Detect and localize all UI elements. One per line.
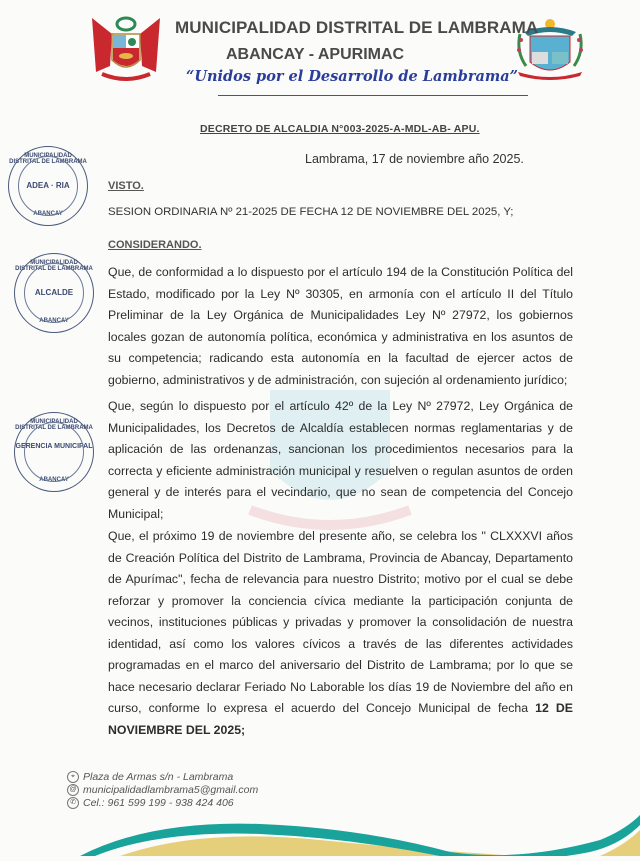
slogan: “Unidos por el Desarrollo de Lambrama”: [186, 68, 518, 85]
considerando-heading: CONSIDERANDO.: [108, 239, 202, 251]
footer-email: @ municipalidadlambrama5@gmail.com: [67, 784, 258, 796]
seal-1: MUNICIPALIDAD DISTRITAL DE LAMBRAMA ADEA · RIA ABANCAY: [8, 146, 88, 226]
paragraph-3: [108, 526, 573, 741]
seal-alcalde: MUNICIPALIDAD DISTRITAL DE LAMBRAMA ALCALDE ABANCAY: [14, 253, 94, 333]
header-divider: [218, 95, 528, 96]
location-subtitle: ABANCAY - APURIMAC: [226, 46, 405, 63]
visto-text: SESION ORDINARIA Nº 21-2025 DE FECHA 12 DE NOVIEMBRE DEL 2025, Y;: [108, 206, 514, 218]
municipality-name: MUNICIPALIDAD DISTRITAL DE LAMBRAMA: [175, 18, 539, 37]
email-icon: @: [67, 784, 79, 796]
footer-wave-decoration: [0, 800, 640, 856]
seal-1-center: ADEA · RIA: [26, 181, 70, 190]
peru-coat-of-arms-icon: [88, 12, 164, 84]
paragraph-3-bold-date: 12 DE NOVIEMBRE DEL 2025;: [108, 701, 573, 737]
seal-2-center: ALCALDE: [34, 288, 74, 297]
place-date: Lambrama, 17 de noviembre año 2025.: [305, 152, 524, 166]
footer-phone: ✆ Cel.: 961 599 199 - 938 424 406: [67, 797, 234, 809]
visto-heading: VISTO.: [108, 180, 144, 192]
paragraph-1: Que, de conformidad a lo dispuesto por el artículo 194 de la Constitución Política del Estado, modificado por la Ley Nº 30305, en armonía con el artículo II del Título Preliminar de la Ley Orgánica de Municipalidades Ley Nº 27972, los gobiernos locales gozan de autonomía política, económica y administrativa en los asuntos de su competencia; radicando esta autonomía en la facultad de ejercer actos de gobierno, administrativos y de administración, con sujeción al ordenamiento jurídico;: [108, 265, 573, 387]
paragraph-2: Que, según lo dispuesto por el artículo 42º de la Ley Nº 27972, Ley Orgánica de Municipalidades, los Decretos de Alcaldía establecen normas reglamentarias y de aplicación de las ordenanzas, sancionan los procedimientos necesarios para la correcta y eficiente administración municipal y resuelven o regulan asuntos de orden general y de interés para el vecindario, que no sean de competencia del Concejo Municipal;: [108, 399, 573, 521]
footer-address: ⌖ Plaza de Armas s/n - Lambrama: [67, 771, 233, 783]
location-pin-icon: ⌖: [67, 771, 79, 783]
seal-3-center: GERENCIA MUNICIPAL: [15, 443, 93, 450]
paragraph-3-text: Que, el próximo 19 de noviembre del presente año, se celebra los " CLXXXVI años de Creación Política del Distrito de Lambrama, Provincia de Abancay, Departamento de Apurímac", fecha de relevancia para nuestro Distrito; motivo por el cual se debe reforzar y promover la conciencia cívica mediante la participación conjunta de vecinos, instituciones públicas y privadas y promover la consolidación de nuestra identidad, así como los valores cívicos a través de las diferentes actividades programadas en el marco del aniversario del Distrito de Lambrama; por lo que se hace necesario declarar Feriado No Laborable los días 19 de Noviembre del año en curso, conforme lo expresa el acuerdo del Concejo Municipal de fecha: [108, 529, 573, 715]
seal-gerencia: MUNICIPALIDAD DISTRITAL DE LAMBRAMA GERENCIA MUNICIPAL ABANCAY: [14, 412, 94, 492]
phone-icon: ✆: [67, 797, 79, 809]
decree-number: DECRETO DE ALCALDIA N°003-2025-A-MDL-AB- APU.: [200, 123, 480, 135]
